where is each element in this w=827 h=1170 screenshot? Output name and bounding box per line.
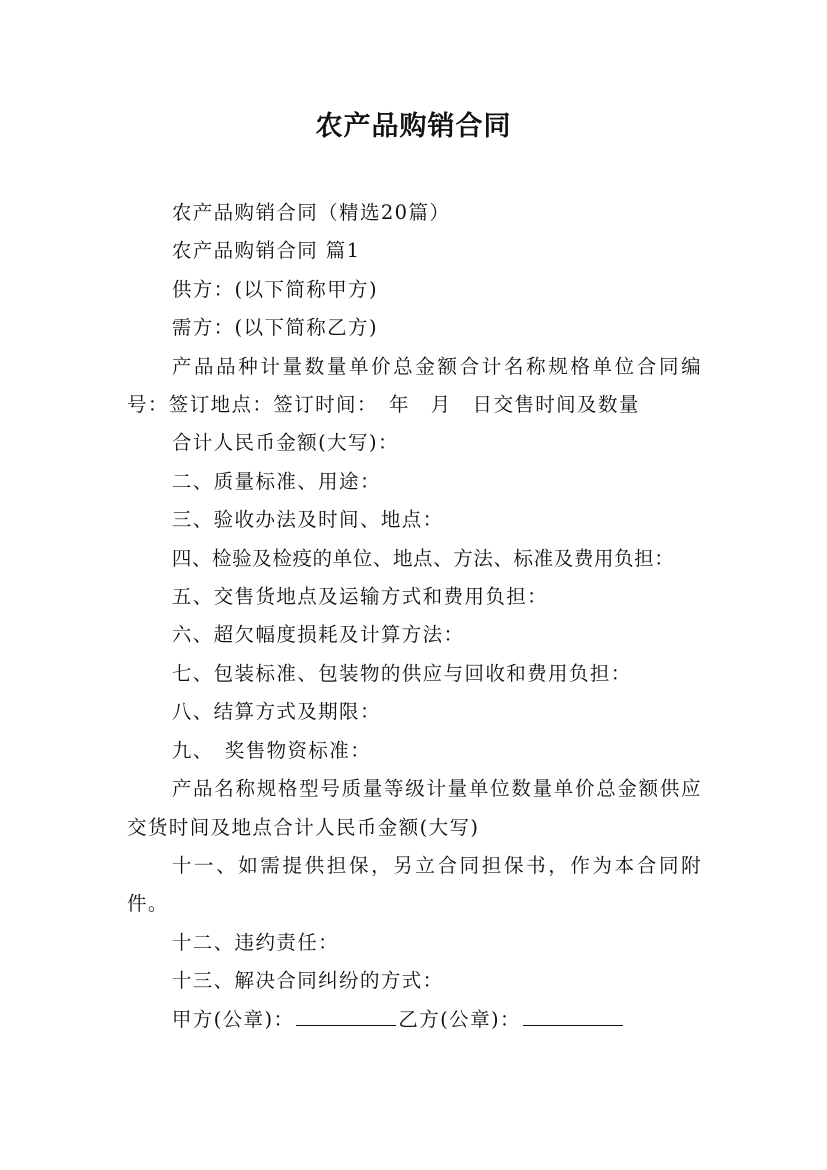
paragraph-product-spec: 产品名称规格型号质量等级计量单位数量单价总金额供应交货时间及地点合计人民币金额(大写) [127, 777, 702, 839]
paragraph-total-amount: 合计人民币金额(大写)： [171, 431, 399, 455]
paragraph-clause-3: 三、验收办法及时间、地点： [171, 508, 444, 532]
document-title: 农产品购销合同 [315, 111, 512, 142]
paragraph-product-table-header: 产品品种计量数量单价总金额合计名称规格单位合同编号：签订地点：签订时间： 年 月 日交售时间及数量 [127, 354, 702, 417]
party-a-seal-blank[interactable] [296, 1005, 396, 1026]
signature-line [127, 1001, 702, 1039]
paragraph-subtitle: 农产品购销合同（精选20篇） [171, 201, 451, 224]
party-a-seal-label: 甲方(公章)： [171, 1007, 295, 1031]
paragraph-clause-11: 十一、如需提供担保，另立合同担保书，作为本合同附件。 [127, 853, 702, 916]
paragraph-buyer: 需方：(以下简称乙方) [171, 316, 378, 340]
paragraph-section-heading: 农产品购销合同 篇1 [171, 239, 361, 263]
paragraph-clause-8: 八、结算方式及期限： [171, 700, 381, 724]
document-body [127, 194, 702, 1039]
party-b-seal-label: 乙方(公章)： [398, 1007, 521, 1031]
paragraph-clause-13: 十三、解决合同纠纷的方式： [171, 969, 444, 993]
party-b-seal-blank[interactable] [523, 1005, 623, 1026]
paragraph-clause-4: 四、检验及检疫的单位、地点、方法、标准及费用负担： [171, 546, 675, 570]
paragraph-clause-9: 九、 奖售物资标准： [171, 738, 372, 762]
paragraph-clause-2: 二、质量标准、用途： [171, 469, 381, 493]
paragraph-supplier: 供方：(以下简称甲方) [171, 277, 378, 301]
paragraph-clause-7: 七、包装标准、包装物的供应与回收和费用负担： [171, 661, 632, 685]
paragraph-clause-5: 五、交售货地点及运输方式和费用负担： [171, 585, 549, 609]
paragraph-clause-6: 六、超欠幅度损耗及计算方法： [171, 623, 465, 647]
paragraph-clause-12: 十二、违约责任： [171, 930, 340, 954]
